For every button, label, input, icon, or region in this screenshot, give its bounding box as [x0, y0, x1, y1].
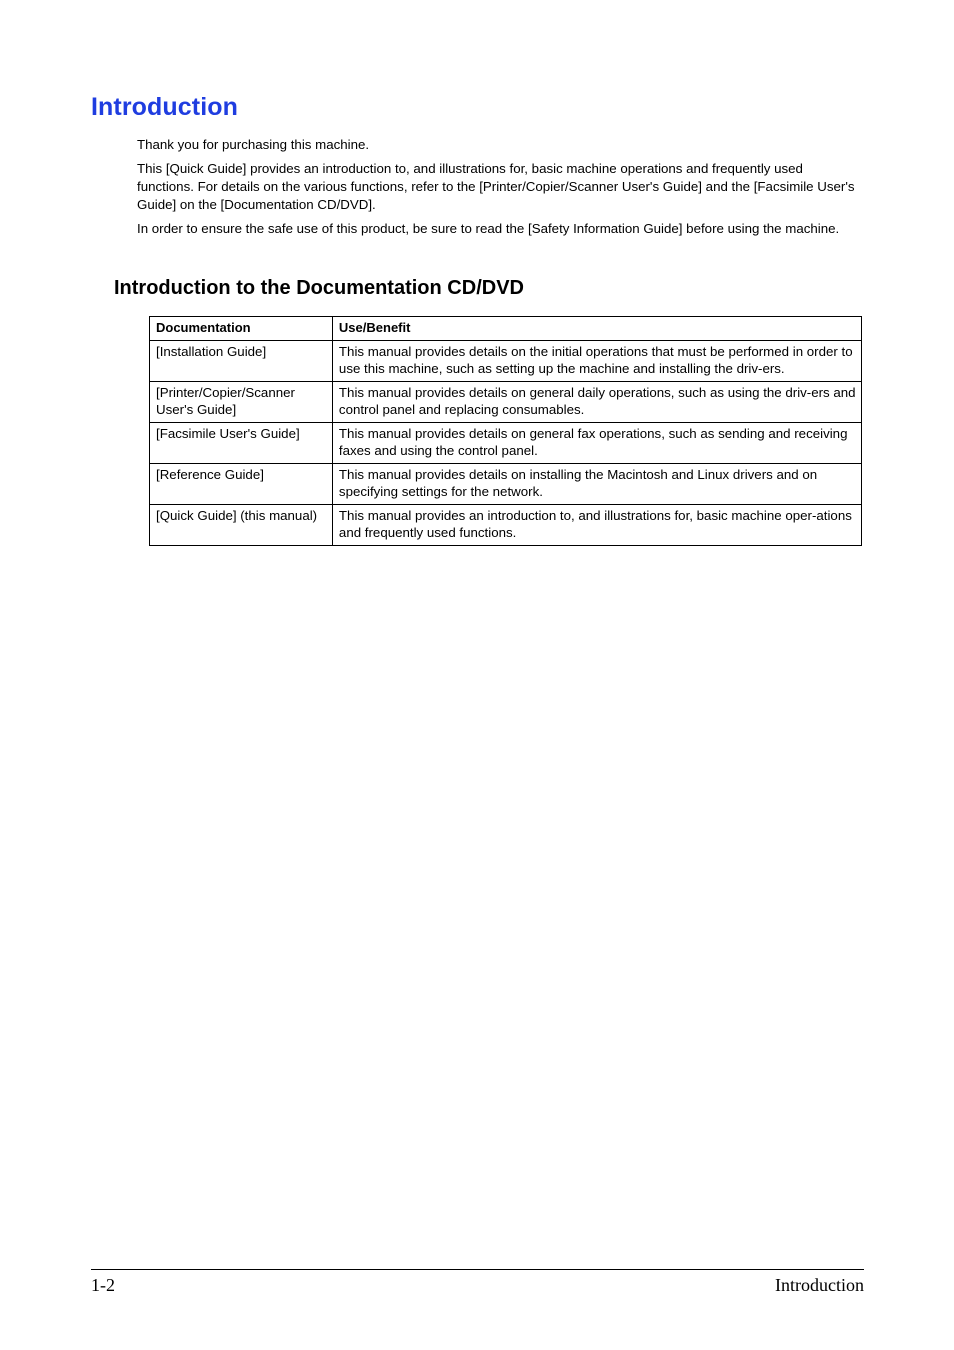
table-cell-documentation: [Quick Guide] (this manual) [150, 504, 333, 545]
footer-section-name: Introduction [775, 1275, 864, 1295]
table-row [150, 504, 862, 545]
table-cell-use-benefit: This manual provides details on general daily operations, such as using the driv-ers and control panel and replacing consumables. [332, 381, 861, 422]
table-cell-documentation: [Printer/Copier/Scanner User's Guide] [150, 381, 333, 422]
column-header-use-benefit: Use/Benefit [332, 317, 861, 341]
section-title: Introduction to the Documentation CD/DVD [114, 277, 524, 299]
table-row [150, 463, 862, 504]
column-header-documentation: Documentation [150, 317, 333, 341]
table-header-row [150, 317, 862, 341]
table-row [150, 340, 862, 381]
intro-paragraph: In order to ensure the safe use of this product, be sure to read the [Safety Information Guide] before using the machine. [137, 221, 840, 236]
intro-paragraph: Thank you for purchasing this machine. [137, 137, 370, 152]
intro-text [137, 136, 863, 244]
table-row [150, 381, 862, 422]
footer-divider [91, 1269, 864, 1270]
page-title: Introduction [91, 93, 239, 121]
table-cell-use-benefit: This manual provides details on installing the Macintosh and Linux drivers and on specifying settings for the network. [332, 463, 861, 504]
table-row [150, 422, 862, 463]
table-cell-use-benefit: This manual provides an introduction to, and illustrations for, basic machine oper-ations and frequently used functions. [332, 504, 861, 545]
table-cell-use-benefit: This manual provides details on general fax operations, such as sending and receiving faxes and using the control panel. [332, 422, 861, 463]
intro-paragraph: This [Quick Guide] provides an introduction to, and illustrations for, basic machine operations and frequently used functions. For details on the various functions, refer to the [Printer/Copier/Scanner User's Guide] and the [Facsimile User's Guide] on the [Documentation CD/DVD]. [137, 161, 855, 212]
table-cell-documentation: [Installation Guide] [150, 340, 333, 381]
table-cell-documentation: [Facsimile User's Guide] [150, 422, 333, 463]
table-cell-documentation: [Reference Guide] [150, 463, 333, 504]
documentation-table [149, 316, 862, 546]
table-cell-use-benefit: This manual provides details on the initial operations that must be performed in order to use this machine, such as setting up the machine and installing the driv-ers. [332, 340, 861, 381]
footer-page-number: 1-2 [91, 1275, 115, 1295]
